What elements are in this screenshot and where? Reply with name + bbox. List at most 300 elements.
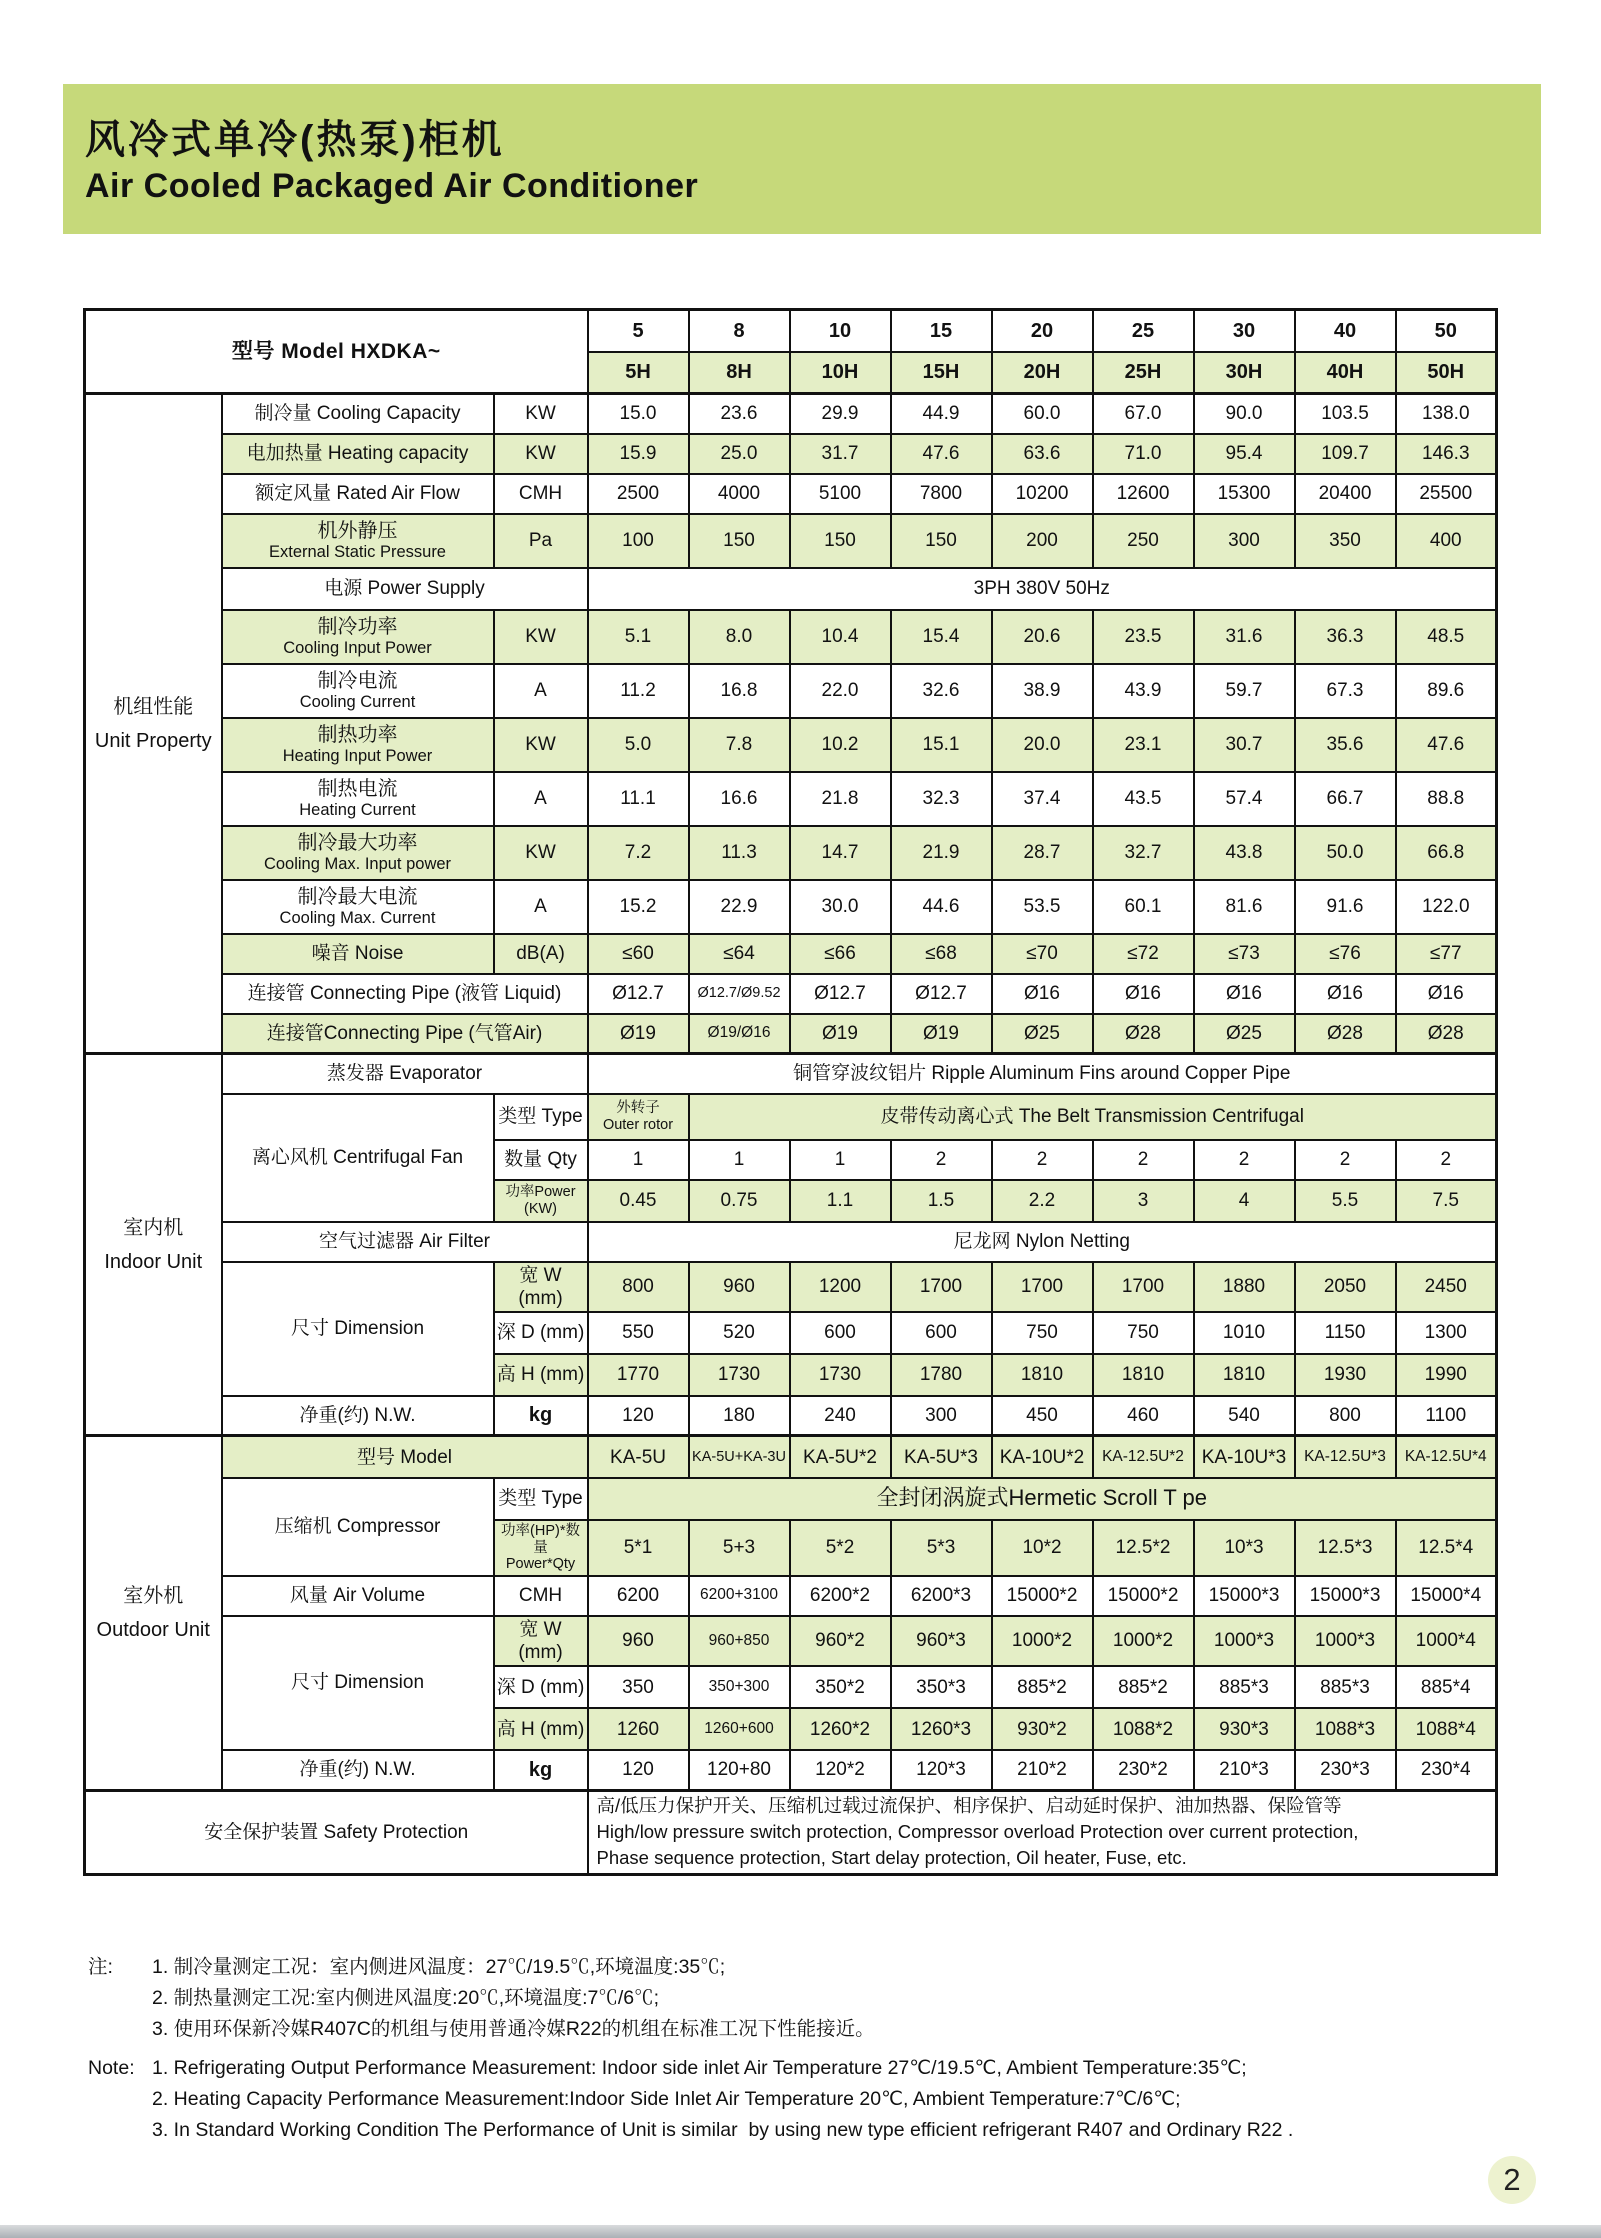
spec-cell: 15.1 xyxy=(891,718,992,772)
spec-cell: 100 xyxy=(588,514,689,568)
spec-cell: 1700 xyxy=(1093,1262,1194,1312)
spec-cell: 21.9 xyxy=(891,826,992,880)
spec-cell: Ø28 xyxy=(1093,1014,1194,1054)
group-unit-property: 机组性能 Unit Property xyxy=(85,394,222,1054)
spec-cell: 7.2 xyxy=(588,826,689,880)
spec-cell: 28.7 xyxy=(992,826,1093,880)
spec-cell: 1100 xyxy=(1396,1396,1497,1436)
spec-cell: 额定风量 Rated Air Flow xyxy=(222,474,494,514)
spec-cell: 机外静压 External Static Pressure xyxy=(222,514,494,568)
spec-cell: 22.9 xyxy=(689,880,790,934)
spec-cell: 1700 xyxy=(992,1262,1093,1312)
spec-cell: KW xyxy=(494,826,588,880)
spec-cell: 型号 Model xyxy=(222,1436,588,1478)
spec-cell: 750 xyxy=(992,1312,1093,1354)
spec-cell: 230*4 xyxy=(1396,1750,1497,1790)
spec-cell: KA-5U xyxy=(588,1436,689,1478)
group-outdoor-unit: 室外机 Outdoor Unit xyxy=(85,1436,222,1790)
spec-cell: 240 xyxy=(790,1396,891,1436)
spec-cell: 2.2 xyxy=(992,1180,1093,1222)
spec-cell: 制冷量 Cooling Capacity xyxy=(222,394,494,434)
note-prefix-zh: 注: xyxy=(88,1956,113,1978)
col-header: 40H xyxy=(1295,352,1396,394)
spec-cell: ≤76 xyxy=(1295,934,1396,974)
spec-cell: KW xyxy=(494,718,588,772)
spec-cell: 16.6 xyxy=(689,772,790,826)
spec-table xyxy=(83,308,1498,1876)
spec-cell: 59.7 xyxy=(1194,664,1295,718)
spec-cell: ≤64 xyxy=(689,934,790,974)
spec-cell: 净重(约) N.W. xyxy=(222,1750,494,1790)
spec-cell: CMH xyxy=(494,1576,588,1616)
spec-cell: 250 xyxy=(1093,514,1194,568)
spec-cell: 48.5 xyxy=(1396,610,1497,664)
col-header: 20H xyxy=(992,352,1093,394)
spec-cell: 15.9 xyxy=(588,434,689,474)
spec-cell: 23.5 xyxy=(1093,610,1194,664)
spec-cell: 功率(HP)*数量 Power*Qty xyxy=(494,1520,588,1576)
spec-cell: 37.4 xyxy=(992,772,1093,826)
spec-cell: 550 xyxy=(588,1312,689,1354)
spec-cell: 连接管 Connecting Pipe (液管 Liquid) xyxy=(222,974,588,1014)
spec-cell: 4000 xyxy=(689,474,790,514)
spec-cell: 1260*3 xyxy=(891,1708,992,1750)
spec-cell: 1000*2 xyxy=(992,1616,1093,1666)
spec-cell: 15.2 xyxy=(588,880,689,934)
col-header: 30 xyxy=(1194,310,1295,352)
spec-cell: 电源 Power Supply xyxy=(222,568,588,610)
col-header: 30H xyxy=(1194,352,1295,394)
spec-cell: 50.0 xyxy=(1295,826,1396,880)
spec-cell: 15000*3 xyxy=(1295,1576,1396,1616)
spec-cell: 32.3 xyxy=(891,772,992,826)
spec-cell: 1700 xyxy=(891,1262,992,1312)
spec-cell: 11.2 xyxy=(588,664,689,718)
spec-cell: 蒸发器 Evaporator xyxy=(222,1054,588,1094)
page-title-zh: 风冷式单冷(热泵)柜机 xyxy=(85,118,505,162)
spec-cell: 31.6 xyxy=(1194,610,1295,664)
spec-cell: KA-12.5U*4 xyxy=(1396,1436,1497,1478)
spec-cell: 1880 xyxy=(1194,1262,1295,1312)
spec-cell: Ø12.7 xyxy=(588,974,689,1014)
spec-cell: 885*3 xyxy=(1194,1666,1295,1708)
spec-cell: 4 xyxy=(1194,1180,1295,1222)
spec-cell: 53.5 xyxy=(992,880,1093,934)
col-header: 10 xyxy=(790,310,891,352)
spec-cell: 750 xyxy=(1093,1312,1194,1354)
spec-cell: 1.1 xyxy=(790,1180,891,1222)
spec-cell: 1150 xyxy=(1295,1312,1396,1354)
spec-cell: A xyxy=(494,772,588,826)
spec-cell: 210*3 xyxy=(1194,1750,1295,1790)
spec-cell: 90.0 xyxy=(1194,394,1295,434)
spec-cell: 350*3 xyxy=(891,1666,992,1708)
spec-cell: 150 xyxy=(790,514,891,568)
spec-cell: 1088*4 xyxy=(1396,1708,1497,1750)
spec-cell: 930*3 xyxy=(1194,1708,1295,1750)
spec-cell: 1260+600 xyxy=(689,1708,790,1750)
power-supply-value: 3PH 380V 50Hz xyxy=(588,568,1497,610)
spec-cell: 5100 xyxy=(790,474,891,514)
spec-cell: 25.0 xyxy=(689,434,790,474)
spec-cell: 20.6 xyxy=(992,610,1093,664)
spec-cell: KA-5U*3 xyxy=(891,1436,992,1478)
spec-cell: 6200 xyxy=(588,1576,689,1616)
spec-cell: KA-5U+KA-3U xyxy=(689,1436,790,1478)
spec-cell: 95.4 xyxy=(1194,434,1295,474)
spec-cell: 150 xyxy=(891,514,992,568)
col-header: 15 xyxy=(891,310,992,352)
spec-cell: 14.7 xyxy=(790,826,891,880)
spec-cell: KW xyxy=(494,394,588,434)
note-text: 3. 使用环保新冷媒R407C的机组与使用普通冷媒R22的机组在标准工况下性能接近。 xyxy=(152,2018,875,2040)
spec-cell: 450 xyxy=(992,1396,1093,1436)
spec-cell: 138.0 xyxy=(1396,394,1497,434)
spec-cell: 21.8 xyxy=(790,772,891,826)
spec-cell: 120*2 xyxy=(790,1750,891,1790)
spec-cell: 类型 Type xyxy=(494,1094,588,1140)
spec-cell: 88.8 xyxy=(1396,772,1497,826)
spec-cell: 800 xyxy=(588,1262,689,1312)
spec-cell: 1730 xyxy=(790,1354,891,1396)
spec-cell: 23.6 xyxy=(689,394,790,434)
spec-cell: 5*2 xyxy=(790,1520,891,1576)
sub-group-dimension-indoor: 尺寸 Dimension xyxy=(222,1262,494,1396)
spec-cell: 5*3 xyxy=(891,1520,992,1576)
spec-cell: 10200 xyxy=(992,474,1093,514)
spec-cell: 150 xyxy=(689,514,790,568)
spec-cell: 2050 xyxy=(1295,1262,1396,1312)
spec-cell: Ø12.7 xyxy=(891,974,992,1014)
spec-cell: 120 xyxy=(588,1750,689,1790)
page-title-en: Air Cooled Packaged Air Conditioner xyxy=(85,167,699,205)
spec-cell: 3 xyxy=(1093,1180,1194,1222)
spec-cell: 47.6 xyxy=(891,434,992,474)
spec-cell: ≤73 xyxy=(1194,934,1295,974)
spec-cell: 1810 xyxy=(1093,1354,1194,1396)
spec-cell: ≤72 xyxy=(1093,934,1194,974)
col-header: 25 xyxy=(1093,310,1194,352)
col-header: 50 xyxy=(1396,310,1497,352)
spec-cell: 1000*2 xyxy=(1093,1616,1194,1666)
spec-cell: kg xyxy=(494,1750,588,1790)
spec-cell: 885*4 xyxy=(1396,1666,1497,1708)
spec-cell: 12.5*2 xyxy=(1093,1520,1194,1576)
spec-cell: 300 xyxy=(1194,514,1295,568)
spec-cell: 1300 xyxy=(1396,1312,1497,1354)
spec-cell: 1010 xyxy=(1194,1312,1295,1354)
spec-cell: 1810 xyxy=(992,1354,1093,1396)
model-series-header: 型号 Model HXDKA~ xyxy=(85,310,588,394)
spec-cell: ≤60 xyxy=(588,934,689,974)
spec-cell: ≤77 xyxy=(1396,934,1497,974)
spec-cell: 30.7 xyxy=(1194,718,1295,772)
spec-cell: 1260*2 xyxy=(790,1708,891,1750)
note-text: 2. Heating Capacity Performance Measurement:Indoor Side Inlet Air Temperature 20℃, Ambient Temperature:7℃/6℃; xyxy=(152,2088,1181,2110)
spec-cell: 11.3 xyxy=(689,826,790,880)
note-text: 1. 制冷量测定工况：室内侧进风温度：27℃/19.5℃,环境温度:35℃; xyxy=(152,1956,726,1978)
spec-cell: 深 D (mm) xyxy=(494,1312,588,1354)
spec-cell: 10.4 xyxy=(790,610,891,664)
spec-cell: 20.0 xyxy=(992,718,1093,772)
spec-cell: Ø19 xyxy=(891,1014,992,1054)
col-header: 5H xyxy=(588,352,689,394)
spec-cell: 960*2 xyxy=(790,1616,891,1666)
spec-cell: 宽 W (mm) xyxy=(494,1616,588,1666)
note-prefix-en: Note: xyxy=(88,2057,135,2079)
spec-cell: Ø28 xyxy=(1295,1014,1396,1054)
spec-cell: 10*2 xyxy=(992,1520,1093,1576)
note-line xyxy=(88,1952,1293,1983)
spec-cell: 146.3 xyxy=(1396,434,1497,474)
sub-group-centrifugal-fan: 离心风机 Centrifugal Fan xyxy=(222,1094,494,1222)
spec-cell: 35.6 xyxy=(1295,718,1396,772)
spec-cell: 180 xyxy=(689,1396,790,1436)
spec-cell: 89.6 xyxy=(1396,664,1497,718)
sub-group-compressor: 压缩机 Compressor xyxy=(222,1478,494,1576)
col-header: 20 xyxy=(992,310,1093,352)
spec-cell: Ø25 xyxy=(992,1014,1093,1054)
spec-cell: 6200*3 xyxy=(891,1576,992,1616)
spec-cell: 47.6 xyxy=(1396,718,1497,772)
spec-cell: KA-12.5U*3 xyxy=(1295,1436,1396,1478)
spec-cell: 91.6 xyxy=(1295,880,1396,934)
col-header: 50H xyxy=(1396,352,1497,394)
spec-cell: 2 xyxy=(992,1140,1093,1180)
spec-cell: 0.45 xyxy=(588,1180,689,1222)
spec-cell: Ø19/Ø16 xyxy=(689,1014,790,1054)
spec-cell: kg xyxy=(494,1396,588,1436)
spec-cell: 数量 Qty xyxy=(494,1140,588,1180)
spec-cell: 高 H (mm) xyxy=(494,1708,588,1750)
spec-cell: KA-10U*3 xyxy=(1194,1436,1295,1478)
spec-cell: 350*2 xyxy=(790,1666,891,1708)
spec-cell: KA-5U*2 xyxy=(790,1436,891,1478)
spec-cell: Ø28 xyxy=(1396,1014,1497,1054)
air-filter-value: 尼龙网 Nylon Netting xyxy=(588,1222,1497,1262)
spec-cell: 1088*2 xyxy=(1093,1708,1194,1750)
spec-cell: 43.9 xyxy=(1093,664,1194,718)
spec-cell: 5*1 xyxy=(588,1520,689,1576)
spec-cell: Ø16 xyxy=(1295,974,1396,1014)
spec-cell: 60.0 xyxy=(992,394,1093,434)
spec-cell: 制热功率 Heating Input Power xyxy=(222,718,494,772)
spec-cell: Pa xyxy=(494,514,588,568)
col-header: 40 xyxy=(1295,310,1396,352)
spec-cell: 350+300 xyxy=(689,1666,790,1708)
spec-cell: A xyxy=(494,880,588,934)
spec-cell: 120 xyxy=(588,1396,689,1436)
spec-cell: 2 xyxy=(1194,1140,1295,1180)
spec-cell: CMH xyxy=(494,474,588,514)
spec-cell: 960 xyxy=(689,1262,790,1312)
page-edge-bar xyxy=(0,2225,1601,2238)
spec-cell: 15000*2 xyxy=(992,1576,1093,1616)
spec-cell: 6200*2 xyxy=(790,1576,891,1616)
spec-cell: 81.6 xyxy=(1194,880,1295,934)
spec-cell: 1990 xyxy=(1396,1354,1497,1396)
spec-cell: 高 H (mm) xyxy=(494,1354,588,1396)
spec-cell: 净重(约) N.W. xyxy=(222,1396,494,1436)
spec-cell: 66.7 xyxy=(1295,772,1396,826)
spec-cell: 66.8 xyxy=(1396,826,1497,880)
spec-cell: 10*3 xyxy=(1194,1520,1295,1576)
spec-cell: 15300 xyxy=(1194,474,1295,514)
spec-cell: 885*3 xyxy=(1295,1666,1396,1708)
spec-cell: 71.0 xyxy=(1093,434,1194,474)
evaporator-value: 铜管穿波纹铝片 Ripple Aluminum Fins around Copper Pipe xyxy=(588,1054,1497,1094)
spec-cell: 120*3 xyxy=(891,1750,992,1790)
note-line xyxy=(88,2115,1293,2146)
spec-cell: 16.8 xyxy=(689,664,790,718)
spec-cell: 30.0 xyxy=(790,880,891,934)
spec-cell: Ø12.7/Ø9.52 xyxy=(689,974,790,1014)
col-header: 10H xyxy=(790,352,891,394)
spec-cell: 60.1 xyxy=(1093,880,1194,934)
spec-cell: 12.5*4 xyxy=(1396,1520,1497,1576)
spec-cell: 15000*2 xyxy=(1093,1576,1194,1616)
spec-cell: 120+80 xyxy=(689,1750,790,1790)
spec-cell: 宽 W (mm) xyxy=(494,1262,588,1312)
spec-cell: 885*2 xyxy=(1093,1666,1194,1708)
spec-cell: 1 xyxy=(588,1140,689,1180)
spec-cell: 38.9 xyxy=(992,664,1093,718)
group-indoor-unit: 室内机 Indoor Unit xyxy=(85,1054,222,1436)
spec-cell: 12600 xyxy=(1093,474,1194,514)
spec-cell: 7800 xyxy=(891,474,992,514)
spec-cell: 制冷电流 Cooling Current xyxy=(222,664,494,718)
spec-cell: Ø19 xyxy=(588,1014,689,1054)
spec-cell: 2450 xyxy=(1396,1262,1497,1312)
safety-protection-label: 安全保护装置 Safety Protection xyxy=(85,1790,588,1874)
spec-cell: A xyxy=(494,664,588,718)
spec-cell: 功率Power (KW) xyxy=(494,1180,588,1222)
title-banner xyxy=(63,84,1541,234)
spec-cell: 930*2 xyxy=(992,1708,1093,1750)
spec-cell: 8.0 xyxy=(689,610,790,664)
spec-cell: 连接管Connecting Pipe (气管Air) xyxy=(222,1014,588,1054)
spec-cell: 22.0 xyxy=(790,664,891,718)
col-header: 5 xyxy=(588,310,689,352)
spec-cell: 11.1 xyxy=(588,772,689,826)
spec-cell: ≤70 xyxy=(992,934,1093,974)
spec-cell: 32.7 xyxy=(1093,826,1194,880)
spec-cell: Ø19 xyxy=(790,1014,891,1054)
spec-cell: 15000*4 xyxy=(1396,1576,1497,1616)
spec-cell: 960+850 xyxy=(689,1616,790,1666)
spec-cell: 1 xyxy=(790,1140,891,1180)
spec-cell: ≤66 xyxy=(790,934,891,974)
spec-cell: 7.8 xyxy=(689,718,790,772)
spec-cell: 1000*4 xyxy=(1396,1616,1497,1666)
spec-cell: KA-12.5U*2 xyxy=(1093,1436,1194,1478)
spec-cell: 1730 xyxy=(689,1354,790,1396)
spec-cell: 1000*3 xyxy=(1194,1616,1295,1666)
spec-cell: 1200 xyxy=(790,1262,891,1312)
compressor-type-value: 全封闭涡旋式Hermetic Scroll T pe xyxy=(588,1478,1497,1520)
col-header: 25H xyxy=(1093,352,1194,394)
spec-cell: 20400 xyxy=(1295,474,1396,514)
note-line xyxy=(88,1983,1293,2014)
spec-cell: 230*3 xyxy=(1295,1750,1396,1790)
spec-cell: Ø16 xyxy=(1093,974,1194,1014)
spec-cell: 12.5*3 xyxy=(1295,1520,1396,1576)
spec-cell: 1780 xyxy=(891,1354,992,1396)
spec-cell: 皮带传动离心式 The Belt Transmission Centrifugal xyxy=(689,1094,1497,1140)
spec-cell: 300 xyxy=(891,1396,992,1436)
spec-cell: 460 xyxy=(1093,1396,1194,1436)
spec-cell: 2 xyxy=(1295,1140,1396,1180)
spec-cell: 31.7 xyxy=(790,434,891,474)
spec-cell: KW xyxy=(494,610,588,664)
spec-cell: 210*2 xyxy=(992,1750,1093,1790)
spec-cell: 外转子 Outer rotor xyxy=(588,1094,689,1140)
spec-cell: 1930 xyxy=(1295,1354,1396,1396)
note-line xyxy=(88,2014,1293,2045)
spec-cell: 44.6 xyxy=(891,880,992,934)
spec-cell: 1088*3 xyxy=(1295,1708,1396,1750)
note-text: 3. In Standard Working Condition The Performance of Unit is similar by using new type efficient refrigerant R407 and Ordinary R22 . xyxy=(152,2119,1294,2141)
spec-cell: 7.5 xyxy=(1396,1180,1497,1222)
spec-cell: 109.7 xyxy=(1295,434,1396,474)
spec-cell: 电加热量 Heating capacity xyxy=(222,434,494,474)
spec-cell: 36.3 xyxy=(1295,610,1396,664)
spec-cell: Ø16 xyxy=(1194,974,1295,1014)
spec-cell: 960*3 xyxy=(891,1616,992,1666)
spec-cell: 25500 xyxy=(1396,474,1497,514)
spec-cell: 32.6 xyxy=(891,664,992,718)
spec-cell: 63.6 xyxy=(992,434,1093,474)
spec-cell: 噪音 Noise xyxy=(222,934,494,974)
spec-cell: 2 xyxy=(1396,1140,1497,1180)
spec-cell: 540 xyxy=(1194,1396,1295,1436)
spec-cell: 0.75 xyxy=(689,1180,790,1222)
spec-cell: 制热电流 Heating Current xyxy=(222,772,494,826)
spec-cell: 29.9 xyxy=(790,394,891,434)
spec-cell: 67.3 xyxy=(1295,664,1396,718)
spec-cell: KA-10U*2 xyxy=(992,1436,1093,1478)
spec-cell: 800 xyxy=(1295,1396,1396,1436)
spec-cell: Ø16 xyxy=(992,974,1093,1014)
spec-cell: 2 xyxy=(1093,1140,1194,1180)
spec-cell: 15000*3 xyxy=(1194,1576,1295,1616)
spec-cell: 5.5 xyxy=(1295,1180,1396,1222)
spec-cell: 深 D (mm) xyxy=(494,1666,588,1708)
spec-cell: 1810 xyxy=(1194,1354,1295,1396)
note-line xyxy=(88,2084,1293,2115)
spec-cell: 2 xyxy=(891,1140,992,1180)
col-header: 8H xyxy=(689,352,790,394)
spec-cell: 5.1 xyxy=(588,610,689,664)
spec-cell: 600 xyxy=(790,1312,891,1354)
spec-cell: 350 xyxy=(1295,514,1396,568)
spec-cell: 122.0 xyxy=(1396,880,1497,934)
spec-cell: 制冷最大功率 Cooling Max. Input power xyxy=(222,826,494,880)
spec-cell: 15.0 xyxy=(588,394,689,434)
spec-cell: 200 xyxy=(992,514,1093,568)
spec-cell: 103.5 xyxy=(1295,394,1396,434)
spec-cell: dB(A) xyxy=(494,934,588,974)
spec-cell: 1 xyxy=(689,1140,790,1180)
spec-cell: 空气过滤器 Air Filter xyxy=(222,1222,588,1262)
notes-block xyxy=(88,1952,1293,2146)
spec-cell: 520 xyxy=(689,1312,790,1354)
spec-cell: 1770 xyxy=(588,1354,689,1396)
spec-cell: 15.4 xyxy=(891,610,992,664)
note-line xyxy=(88,2053,1293,2084)
spec-cell: 1260 xyxy=(588,1708,689,1750)
spec-cell: 960 xyxy=(588,1616,689,1666)
